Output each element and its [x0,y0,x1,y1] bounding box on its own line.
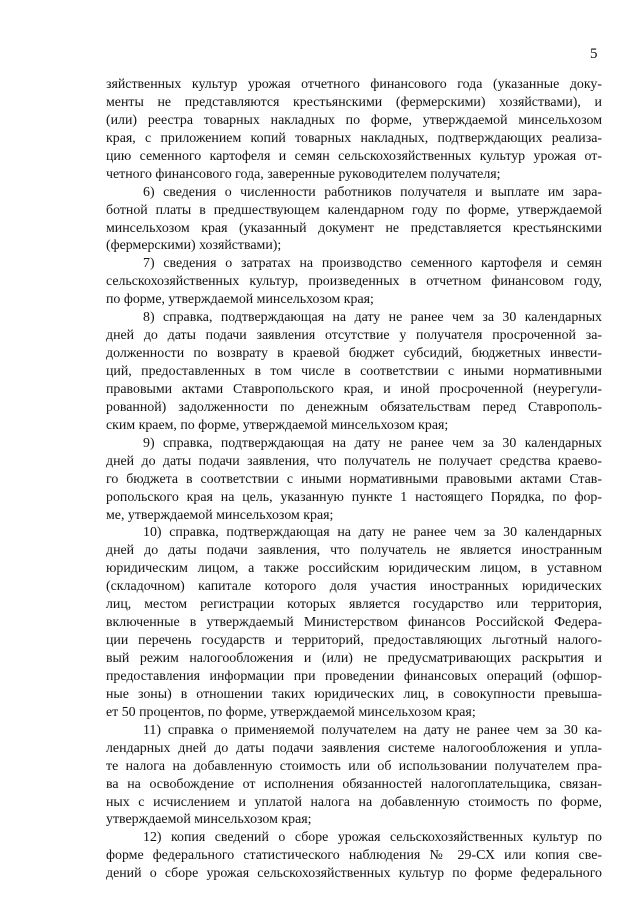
text-line: рованной) задолженности по денежным обязательствам перед Ставрополь- [106,399,602,415]
text-line: лендарных дней до даты подачи заявления системе налогообложения и упла- [106,740,602,756]
text-line: вый режим налогообложения и (или) не предусматривающих раскрытия и [106,651,602,666]
text-line: лиц, местом регистрации которых является государство или территория, [106,597,602,613]
text-line: дений о сборе урожая сельскохозяйственных культур по форме федерального [106,866,602,882]
text-line: дней до даты подачи заявления, что получатель не является иностранным [106,543,602,559]
text-line: (складочном) капитале которого доля участия иностранных юридических [106,579,602,595]
text-line: цию семенного картофеля и семян сельскохозяйственных культур урожая от- [106,148,602,164]
text-line: включенные в утверждаемый Министерством финансов Российской Федера- [106,615,602,631]
text-line: ме, утверждаемой минсельхозом края; [106,507,334,523]
text-line: 8) справка, подтверждающая на дату не ранее чем за 30 календарных [143,310,602,326]
text-line: 10) справка, подтверждающая на дату не ранее чем за 30 календарных [143,525,602,541]
text-line: те налога на добавленную стоимость или об использовании получателем пра- [106,758,602,774]
text-line: долженности по возврату в краевой бюджет субсидий, бюджетных инвести- [106,346,602,362]
text-line: 11) справка о применяемой получателем на дату не ранее чем за 30 ка- [143,722,602,738]
text-line: минсельхозом края (указанный документ не представляется крестьянскими [106,220,602,236]
text-line: 7) сведения о затратах на производство семенного картофеля и семян [143,256,602,272]
text-line: юридическим лицом, а также российским юридическим лицом, в уставном [106,561,602,577]
text-line: 6) сведения о численности работников получателя и выплате им зара- [143,184,602,200]
page-number: 5 [590,46,598,62]
text-line: предоставления информации при проведении финансовых операций (офшор- [106,668,602,684]
text-line: 12) копия сведений о сборе урожая сельскохозяйственных культур по [143,830,602,846]
text-line: ные зоны) в отношении таких юридических лиц, в совокупности превыша- [106,686,602,702]
text-line: ет 50 процентов, по форме, утверждаемой минсельхозом края; [106,704,476,720]
text-line: ций, предоставленных в том числе в соответствии с иными нормативными [106,364,602,379]
text-line: (или) реестра товарных накладных по форме, утверждаемой минсельхозом [106,112,602,128]
text-line: ных с исчислением и уплатой налога на добавленную стоимость по форме, [106,794,602,810]
text-line: дней до даты подачи заявления, что получатель не получает средства краево- [106,453,602,469]
text-line: ботной платы в предшествующем календарном году по форме, утверждаемой [106,202,602,218]
text-line: правовыми актами Ставропольского края, и иной просроченной (неурегули- [106,381,602,397]
text-line: по форме, утверждаемой минсельхозом края; [106,292,374,308]
text-line: края, с приложением копий товарных накладных, подтверждающих реализа- [106,130,602,146]
text-line: форме федерального статистического наблюдения № 29-СХ или копия све- [106,848,602,864]
text-line: зяйственных культур урожая отчетного финансового года (указанные доку- [106,77,602,92]
text-line: (фермерскими) хозяйствами); [106,238,282,254]
text-line: утверждаемой минсельхозом края; [106,812,312,828]
document-body [106,76,602,883]
text-line: четного финансового года, заверенные руководителем получателя; [106,166,501,182]
text-line: го бюджета в соответствии с иными нормативными правовыми актами Став- [106,471,602,487]
text-line: сельскохозяйственных культур, произведенных в отчетном финансовом году, [106,274,602,290]
text-line: ропольского края на цель, указанную пункте 1 настоящего Порядка, по фор- [106,489,602,505]
text-line: ским краем, по форме, утверждаемой минсельхозом края; [106,417,449,433]
text-line: 9) справка, подтверждающая на дату не ранее чем за 30 календарных [143,435,602,451]
text-line: ва на освобождение от исполнения обязанностей налогоплательщика, связан- [106,776,602,792]
text-line: ции перечень государств и территорий, предоставляющих льготный налого- [106,633,602,649]
text-line: дней до даты подачи заявления отсутствие у получателя просроченной за- [106,328,602,344]
text-line: менты не представляются крестьянскими (фермерскими) хозяйствами), и [106,94,602,110]
